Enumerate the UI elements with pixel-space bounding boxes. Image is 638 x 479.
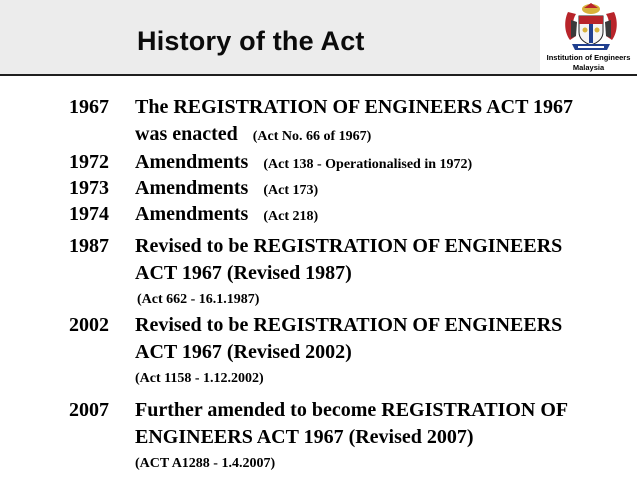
entry-note: (ACT A1288 - 1.4.2007) <box>135 456 276 471</box>
org-name-line1: Institution of Engineers <box>546 53 631 62</box>
org-name <box>540 53 637 73</box>
entry-line <box>135 176 318 203</box>
entry-year: 2002 <box>69 314 109 336</box>
entry-line1: Revised to be REGISTRATION OF ENGINEERS <box>135 314 563 336</box>
iem-logo <box>540 0 637 74</box>
entry-year: 2007 <box>69 399 109 421</box>
entry-line2 <box>135 122 371 149</box>
entry-note: (Act No. 66 of 1967) <box>252 129 372 144</box>
entry-line1: Revised to be REGISTRATION OF ENGINEERS <box>135 235 563 257</box>
entry-text: Amendments <box>135 177 249 199</box>
entry-line <box>135 150 472 177</box>
entry-note: (Act 173) <box>263 183 319 198</box>
entry-text: Amendments <box>135 151 249 173</box>
entry-year: 1973 <box>69 177 109 199</box>
entry-note: (Act 1158 - 1.12.2002) <box>135 371 264 386</box>
crest-icon <box>562 2 620 52</box>
entry-year: 1974 <box>69 203 109 225</box>
slide-header <box>0 0 637 76</box>
entry-line1: Further amended to become REGISTRATION OF <box>135 399 569 421</box>
entry-note: (Act 218) <box>263 209 319 224</box>
entry-line2: ACT 1967 (Revised 1987) <box>135 262 352 284</box>
entry-line1: The REGISTRATION OF ENGINEERS ACT 1967 <box>135 96 574 118</box>
entry-note: (Act 138 - Operationalised in 1972) <box>263 157 473 172</box>
entry-line2-text: was enacted <box>135 123 238 145</box>
entry-year: 1972 <box>69 151 109 173</box>
entry-text: Amendments <box>135 203 249 225</box>
entry-year: 1967 <box>69 96 109 118</box>
entry-note: (Act 662 - 16.1.1987) <box>137 292 260 307</box>
entry-line <box>135 202 318 229</box>
entry-line2: ACT 1967 (Revised 2002) <box>135 341 352 363</box>
entry-year: 1987 <box>69 235 109 257</box>
slide-title: History of the Act <box>137 26 365 56</box>
org-name-line2: Malaysia <box>572 63 605 72</box>
entry-line2: ENGINEERS ACT 1967 (Revised 2007) <box>135 426 474 448</box>
